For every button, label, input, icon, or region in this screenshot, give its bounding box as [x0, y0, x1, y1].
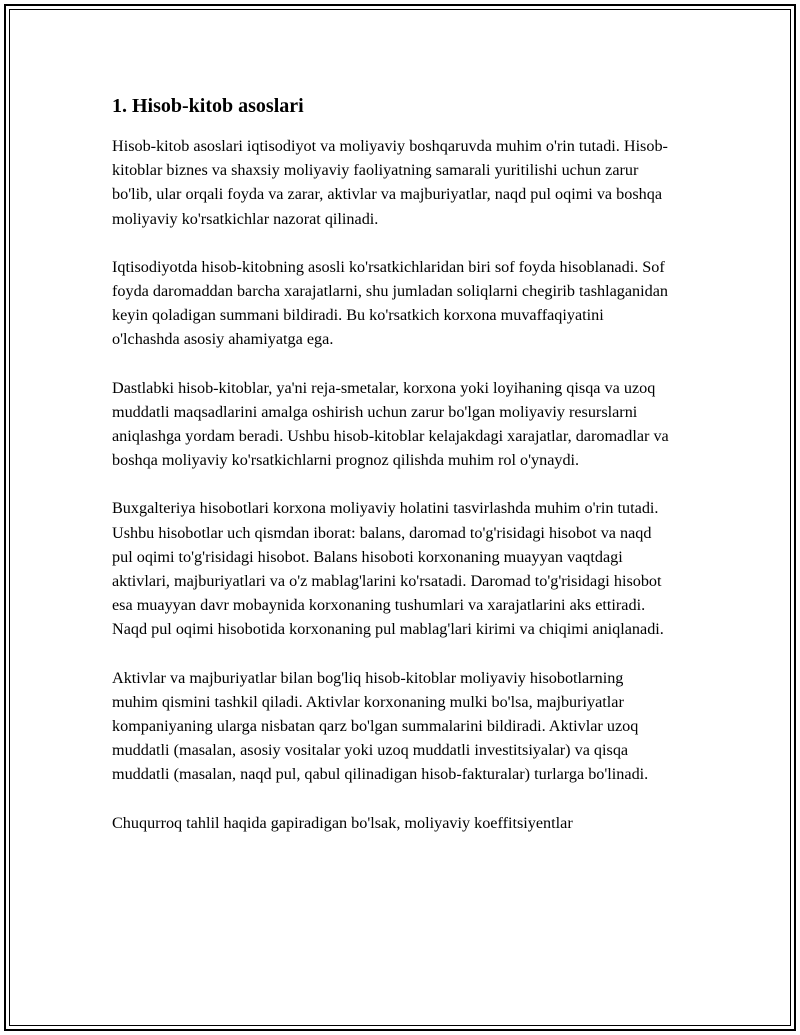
paragraph-net-profit: Iqtisodiyotda hisob-kitobning asosli ko'rsatkichlaridan biri sof foyda hisoblanadi. Sof foyda daromaddan barcha xarajatlarni, shu jumladan soliqlarni chegirib tashlaganidan keyin qoladigan summani bildiradi. Bu ko'rsatkich korxona muvaffaqiyatini o'lchashda asosiy ahamiyatga ega. — [112, 257, 669, 349]
paragraph-accounting-reports: Buxgalteriya hisobotlari korxona moliyaviy holatini tasvirlashda muhim o'rin tutadi. Ushbu hisobotlar uch qismdan iborat: balans, daromad to'g'risidagi hisobot va naqd pul oqimi to'g'risidagi hisobot. Balans hisoboti korxonaning muayyan vaqtdagi aktivlari, majburiyatlari va o'z mablag'larini ko'rsatadi. Daromad to'g'risidagi hisobot esa muayyan davr mobaynida korxonaning tushumlari va xarajatlarini aks ettiradi. Naqd pul oqimi hisobotida korxonaning pul mablag'lari kirimi va chiqimi aniqlanadi. — [112, 499, 664, 639]
paragraph-intro: Hisob-kitob asoslari iqtisodiyot va moliyaviy boshqaruvda muhim o'rin tutadi. Hisob-kitoblar biznes va shaxsiy moliyaviy faoliyatning samarali yuritilishi uchun zarur bo'lib, ular orqali foyda va zarar, aktivlar va majburiyatlar, naqd pul oqimi va boshqa moliyaviy ko'rsatkichlar nazorat qilinadi. — [112, 137, 668, 228]
document-body — [112, 92, 672, 859]
paragraph-assets-liabilities: Aktivlar va majburiyatlar bilan bog'liq hisob-kitoblar moliyaviy hisobotlarning muhim qismini tashkil qiladi. Aktivlar korxonaning mulki bo'lsa, majburiyatlar kompaniyaning ularga nisbatan qarz bo'lgan summalarini bildiradi. Aktivlar uzoq muddatli (masalan, asosiy vositalar yoki uzoq muddatli investitsiyalar) va qisqa muddatli (masalan, naqd pul, qabul qilinadigan hisob-fakturalar) turlarga bo'linadi. — [112, 668, 649, 784]
paragraph-deeper-analysis: Chuqurroq tahlil haqida gapiradigan bo'lsak, moliyaviy koeffitsiyentlar — [112, 813, 573, 832]
section-heading: 1. Hisob-kitob asoslari — [112, 95, 304, 117]
paragraph-preliminary-estimates: Dastlabki hisob-kitoblar, ya'ni reja-smetalar, korxona yoki loyihaning qisqa va uzoq muddatli maqsadlarini amalga oshirish uchun zarur bo'lgan moliyaviy resurslarni aniqlashga yordam beradi. Ushbu hisob-kitoblar kelajakdagi xarajatlar, daromadlar va boshqa moliyaviy ko'rsatkichlarni prognoz qilishda muhim rol o'ynaydi. — [112, 378, 669, 470]
